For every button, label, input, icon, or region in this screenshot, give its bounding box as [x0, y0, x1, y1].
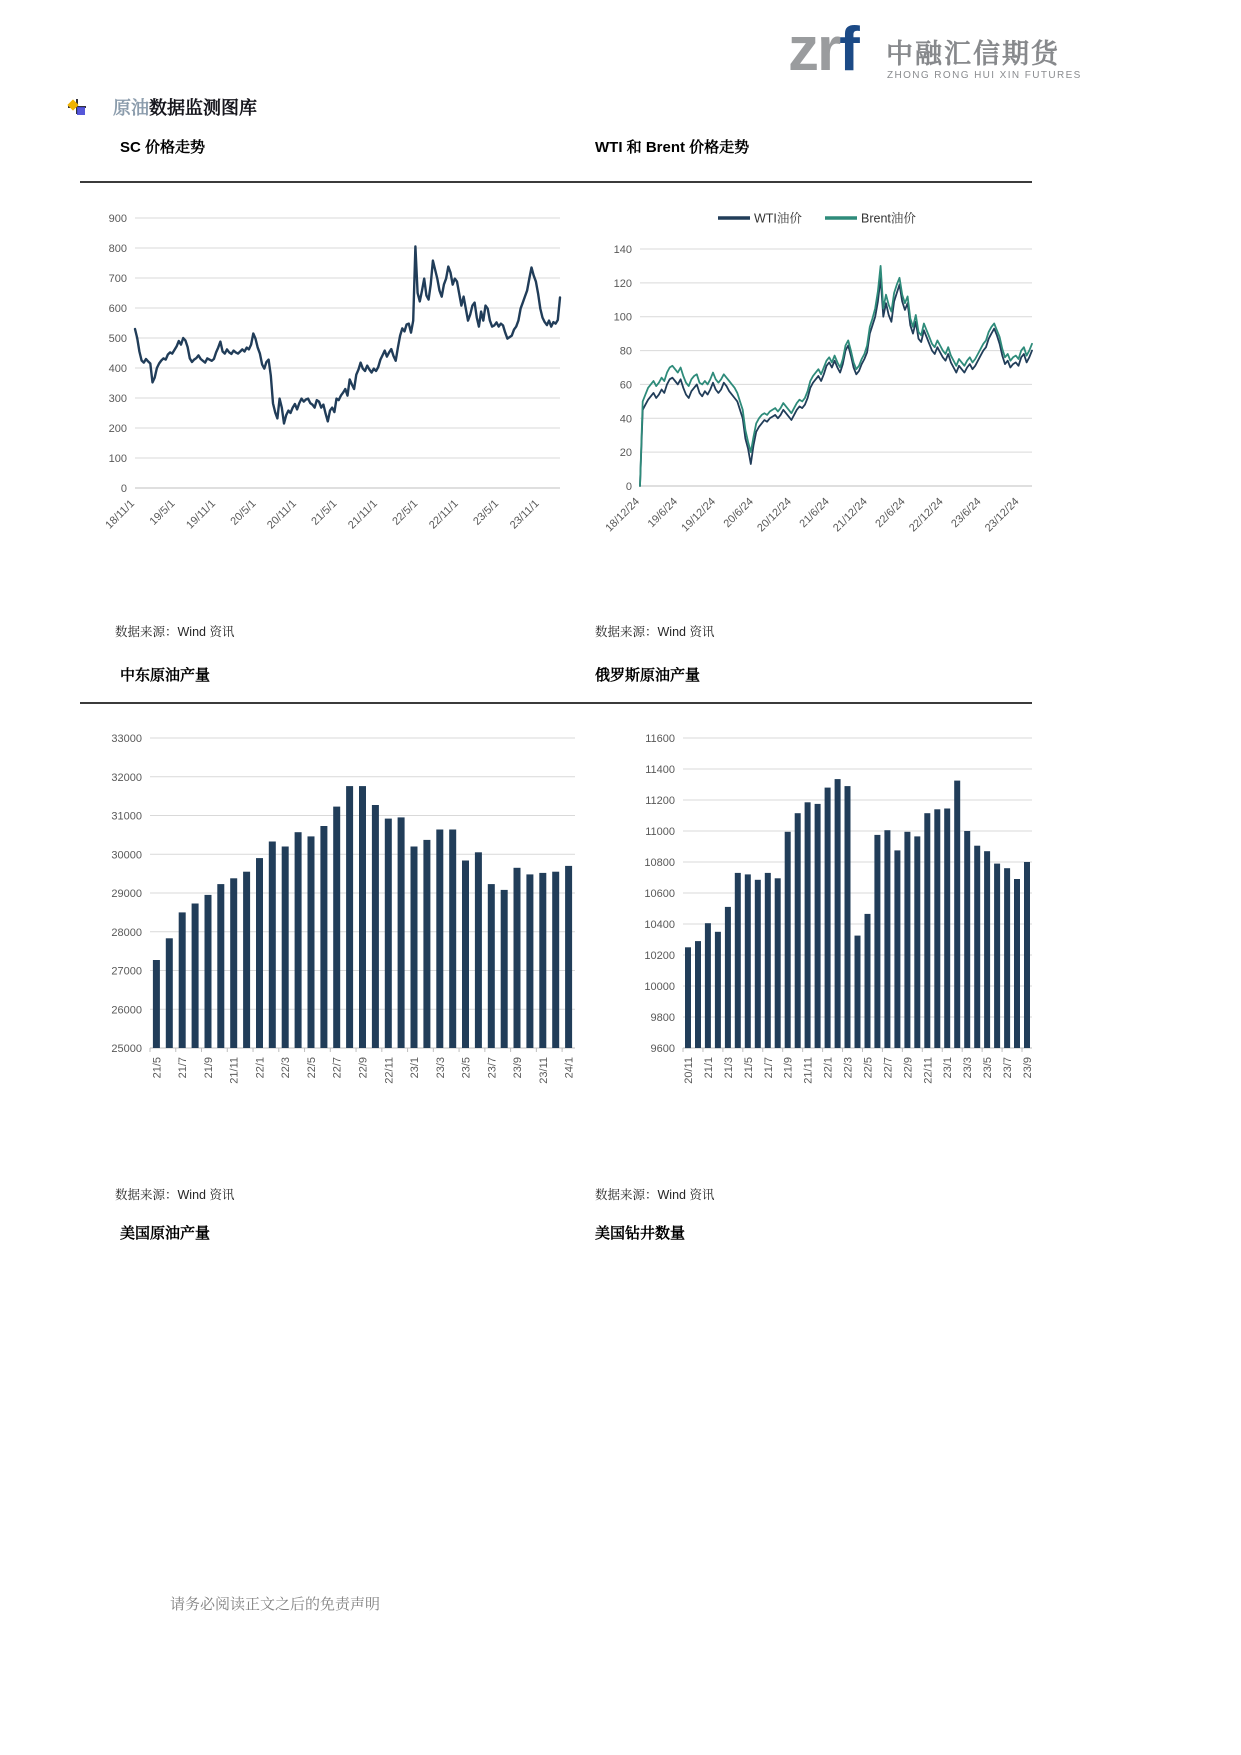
svg-text:20/11/1: 20/11/1 [265, 497, 299, 532]
section-title-rest: 数据监测图库 [149, 98, 257, 118]
svg-text:40: 40 [619, 413, 632, 426]
section-title-highlight: 原油 [113, 98, 149, 118]
svg-text:19/11/1: 19/11/1 [184, 497, 219, 532]
svg-text:23/11: 23/11 [537, 1057, 550, 1084]
svg-text:23/7: 23/7 [1002, 1057, 1015, 1079]
svg-text:22/3: 22/3 [280, 1057, 293, 1079]
separator-rule-middle [80, 702, 1032, 704]
svg-text:27000: 27000 [111, 965, 142, 978]
company-logo [788, 15, 1088, 94]
russia-production-bar-chart [585, 710, 1055, 1115]
company-name-cn: 中融汇信期货 [886, 39, 1060, 69]
chart-title-mideast: 中东原油产量 [120, 667, 211, 684]
svg-text:22/5/1: 22/5/1 [390, 497, 421, 528]
mideast-production-bar-chart [85, 710, 590, 1115]
section-bullet-icon [68, 96, 88, 116]
svg-text:22/9: 22/9 [357, 1057, 370, 1079]
svg-text:23/9: 23/9 [1022, 1057, 1034, 1079]
svg-text:23/12/24: 23/12/24 [982, 495, 1022, 535]
svg-text:28000: 28000 [111, 926, 142, 939]
data-source-right-1: 数据来源：Wind 资讯 [595, 625, 715, 639]
svg-text:20/12/24: 20/12/24 [755, 495, 794, 535]
svg-text:10400: 10400 [644, 919, 675, 931]
svg-text:24/1: 24/1 [563, 1057, 576, 1079]
svg-text:800: 800 [108, 243, 127, 255]
svg-text:22/1: 22/1 [254, 1057, 267, 1079]
svg-text:22/12/24: 22/12/24 [906, 495, 946, 535]
svg-text:21/7: 21/7 [177, 1057, 190, 1079]
svg-text:18/12/24: 18/12/24 [603, 495, 643, 535]
svg-text:21/12/24: 21/12/24 [831, 495, 870, 535]
svg-text:20/5/1: 20/5/1 [228, 497, 259, 528]
svg-text:26000: 26000 [111, 1004, 142, 1017]
svg-text:600: 600 [108, 303, 127, 315]
svg-text:11400: 11400 [645, 764, 675, 776]
svg-text:900: 900 [108, 213, 127, 225]
svg-text:700: 700 [108, 273, 127, 285]
svg-text:23/11/1: 23/11/1 [507, 497, 542, 532]
svg-text:23/1: 23/1 [409, 1057, 421, 1079]
svg-text:23/5: 23/5 [460, 1057, 473, 1079]
svg-text:140: 140 [613, 244, 632, 256]
svg-text:WTI油价: WTI油价 [754, 211, 802, 226]
svg-text:22/5: 22/5 [306, 1057, 318, 1079]
svg-text:21/9: 21/9 [203, 1057, 215, 1079]
svg-text:100: 100 [613, 311, 632, 324]
svg-text:21/11/1: 21/11/1 [346, 497, 380, 532]
svg-text:120: 120 [613, 277, 632, 290]
svg-text:10600: 10600 [644, 888, 675, 900]
svg-text:22/9: 22/9 [902, 1057, 915, 1079]
svg-text:19/5/1: 19/5/1 [147, 497, 178, 528]
logo-zr-text: zr [788, 15, 840, 84]
svg-text:31000: 31000 [111, 810, 142, 823]
svg-text:22/11: 22/11 [922, 1057, 935, 1084]
svg-text:11200: 11200 [645, 795, 675, 807]
svg-text:23/3: 23/3 [962, 1057, 975, 1079]
svg-text:22/5: 22/5 [862, 1057, 875, 1079]
svg-text:10800: 10800 [644, 857, 675, 869]
svg-text:21/5/1: 21/5/1 [309, 497, 340, 528]
chart-title-us-rigs: 美国钻井数量 [595, 1225, 686, 1242]
section-title [113, 94, 257, 120]
chart-title-us-production: 美国原油产量 [120, 1225, 211, 1242]
svg-text:23/9: 23/9 [512, 1057, 524, 1079]
svg-text:29000: 29000 [111, 888, 142, 900]
svg-text:10000: 10000 [644, 981, 675, 993]
svg-text:11600: 11600 [645, 733, 675, 745]
svg-text:10200: 10200 [644, 950, 675, 962]
svg-text:32000: 32000 [111, 771, 142, 784]
svg-text:9600: 9600 [650, 1043, 675, 1055]
svg-text:23/5: 23/5 [982, 1057, 995, 1079]
svg-text:22/7: 22/7 [331, 1057, 344, 1079]
svg-text:19/12/24: 19/12/24 [679, 495, 719, 535]
bullet-blue-square [77, 107, 85, 115]
svg-text:9800: 9800 [650, 1012, 675, 1024]
svg-text:500: 500 [108, 333, 127, 345]
svg-text:21/5: 21/5 [742, 1057, 755, 1079]
svg-text:23/6/24: 23/6/24 [949, 495, 984, 531]
data-source-left-1: 数据来源：Wind 资讯 [115, 625, 235, 639]
svg-text:25000: 25000 [111, 1043, 142, 1055]
svg-text:22/11/1: 22/11/1 [426, 497, 461, 532]
svg-text:0: 0 [625, 481, 632, 493]
footer-disclaimer: 请务必阅读正文之后的免责声明 [170, 1596, 381, 1613]
svg-text:22/1: 22/1 [822, 1057, 835, 1079]
svg-text:21/11: 21/11 [228, 1057, 241, 1084]
svg-text:100: 100 [108, 453, 127, 465]
svg-text:60: 60 [619, 379, 632, 392]
chart-title-wti-brent: WTI 和 Brent 价格走势 [595, 139, 750, 156]
svg-text:22/7: 22/7 [882, 1057, 895, 1079]
logo-zrf-icon [788, 12, 858, 88]
svg-text:80: 80 [619, 345, 632, 358]
svg-text:22/6/24: 22/6/24 [873, 495, 908, 531]
svg-text:21/9: 21/9 [782, 1057, 795, 1079]
svg-text:23/1: 23/1 [942, 1057, 955, 1079]
svg-text:20/11: 20/11 [683, 1057, 695, 1084]
svg-text:300: 300 [108, 393, 127, 405]
svg-text:23/5/1: 23/5/1 [471, 497, 502, 528]
data-source-right-2: 数据来源：Wind 资讯 [595, 1188, 715, 1202]
svg-text:30000: 30000 [111, 849, 142, 862]
svg-text:19/6/24: 19/6/24 [645, 495, 681, 531]
chart-title-russia: 俄罗斯原油产量 [595, 667, 701, 684]
wti-brent-line-chart [585, 185, 1055, 555]
svg-text:21/7: 21/7 [762, 1057, 775, 1079]
svg-text:11000: 11000 [645, 826, 675, 838]
separator-rule-top [80, 181, 1032, 183]
svg-text:21/3: 21/3 [722, 1057, 735, 1079]
svg-text:23/3: 23/3 [434, 1057, 447, 1079]
svg-text:33000: 33000 [111, 733, 142, 745]
sc-price-line-chart [90, 185, 590, 555]
data-source-left-2: 数据来源：Wind 资讯 [115, 1188, 235, 1202]
svg-text:Brent油价: Brent油价 [861, 211, 916, 226]
svg-text:18/11/1: 18/11/1 [103, 497, 138, 532]
svg-text:22/3: 22/3 [842, 1057, 855, 1079]
svg-text:21/1: 21/1 [702, 1057, 715, 1079]
svg-text:21/5: 21/5 [151, 1057, 164, 1079]
company-name-en: ZHONG RONG HUI XIN FUTURES [887, 70, 1082, 81]
chart-title-sc: SC 价格走势 [120, 139, 206, 156]
svg-text:20: 20 [619, 447, 632, 460]
svg-text:0: 0 [120, 483, 127, 495]
svg-text:21/6/24: 21/6/24 [797, 495, 832, 531]
logo-f-text: f [839, 15, 858, 84]
svg-text:400: 400 [108, 363, 127, 375]
svg-text:21/11: 21/11 [802, 1057, 815, 1084]
svg-text:23/7: 23/7 [486, 1057, 499, 1079]
svg-text:22/11: 22/11 [383, 1057, 396, 1084]
svg-text:200: 200 [108, 423, 127, 435]
svg-text:20/6/24: 20/6/24 [721, 495, 756, 531]
